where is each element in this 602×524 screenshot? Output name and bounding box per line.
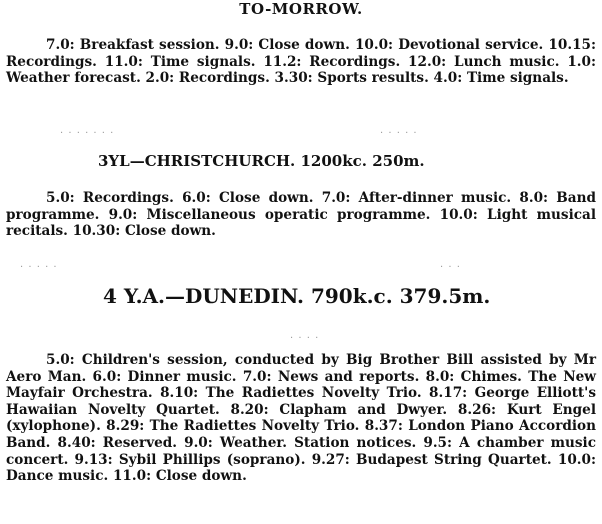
bleed-through-noise: · · · [440,262,461,273]
christchurch-schedule: 5.0: Recordings. 6.0: Close down. 7.0: After-dinner music. 8.0: Band programme. 9.0: Miscellaneous operatic programme. 10.0: Light musical recitals. 10.30: Close down. [6,190,596,240]
bleed-through-noise: · · · · [290,333,320,344]
christchurch-heading: 3YL—CHRISTCHURCH. 1200kc. 250m. [98,152,425,170]
bleed-through-noise: · · · · · [20,262,58,273]
dunedin-heading: 4 Y.A.—DUNEDIN. 790k.c. 379.5m. [103,284,491,308]
bleed-through-noise: · · · · · [380,128,418,139]
bleed-through-noise: · · · · · · · [60,128,115,139]
dunedin-schedule: 5.0: Children's session, conducted by Big Brother Bill assisted by Mr Aero Man. 6.0: Dinner music. 7.0: News and reports. 8.0: Chimes. The New Mayfair Orchestra. 8.10: The Radiettes Novelty Trio. 8.17: George Elliott's Hawaiian Novelty Quartet. 8.20: Clapham and Dwyer. 8.26: Kurt Engel (xylophone). 8.29: The Radiettes Novelty Trio. 8.37: London Piano Accordion Band. 8.40: Reserved. 9.0: Weather. Station notices. 9.5: A chamber music concert. 9.13: Sybil Phillips (soprano). 9.27: Budapest String Quartet. 10.0: Dance music. 11.0: Close down. [6,352,596,485]
tomorrow-heading: TO-MORROW. [239,0,363,18]
tomorrow-schedule: 7.0: Breakfast session. 9.0: Close down. 10.0: Devotional service. 10.15: Recordings. 11.0: Time signals. 11.2: Recordings. 12.0: Lunch music. 1.0: Weather forecast. 2.0: Recordings. 3.30: Sports results. 4.0: Time signals. [6,37,596,87]
